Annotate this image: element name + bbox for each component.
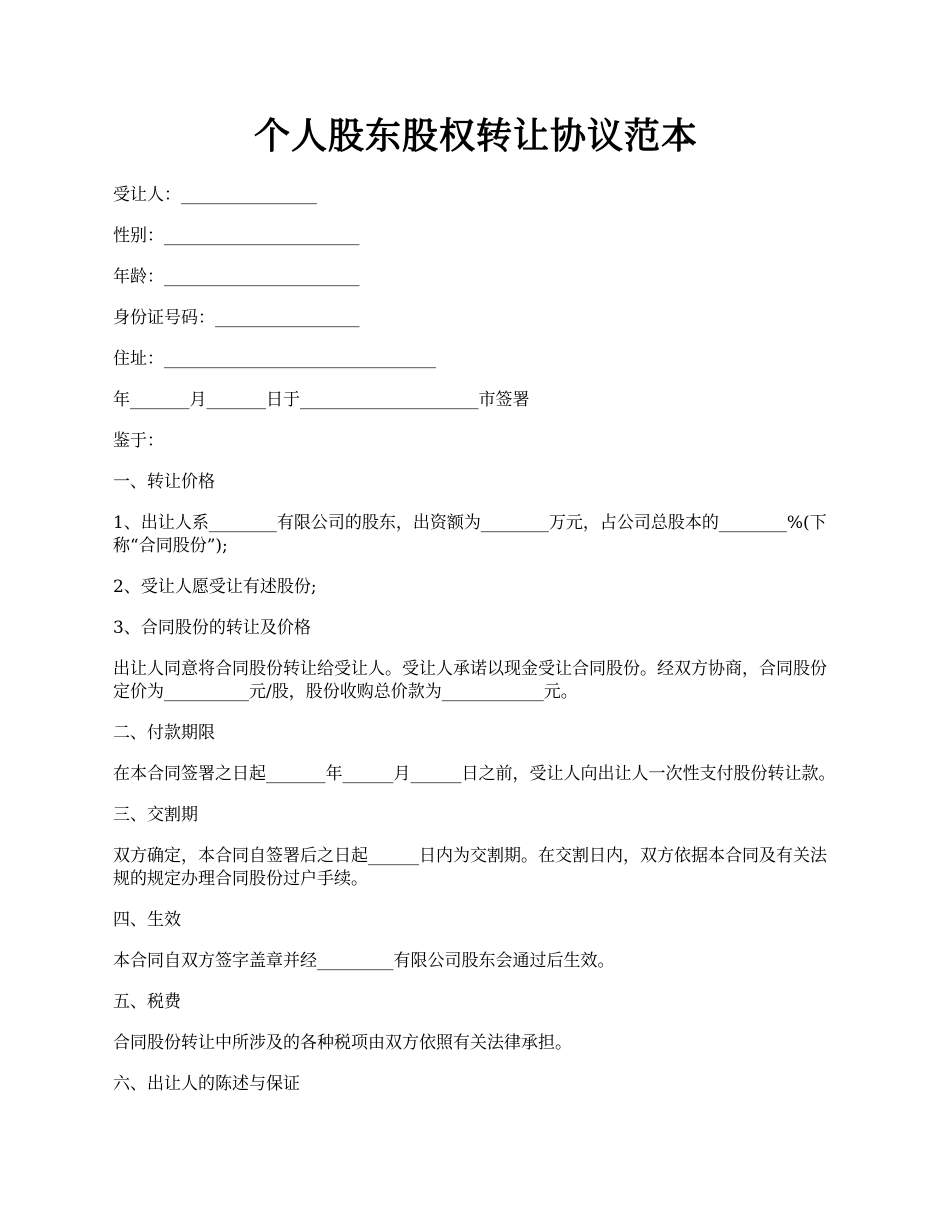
taxes-paragraph: 合同股份转让中所涉及的各种税项由双方依照有关法律承担。	[113, 1033, 572, 1053]
effect-paragraph: 本合同自双方签字盖章并经_________有限公司股东会通过后生效。	[113, 951, 615, 971]
section-heading-effect: 四、生效	[113, 910, 181, 930]
clause-2: 2、受让人愿受让有述股份;	[113, 577, 317, 597]
delivery-paragraph: 双方确定，本合同自签署后之日起______日内为交割期。在交割日内，双方依据本合同及有关法规的规定办理合同股份过户手续。	[113, 846, 827, 889]
clause-3: 3、合同股份的转让及价格	[113, 618, 311, 638]
field-address: 住址：________________________________	[113, 349, 436, 369]
field-age: 年龄：_______________________	[113, 267, 360, 287]
price-paragraph: 出让人同意将合同股份转让给受让人。受让人承诺以现金受让合同股份。经双方协商，合同股份定价为__________元/股，股份收购总价款为____________元。	[113, 659, 827, 702]
clause-1: 1、出让人系________有限公司的股东，出资额为________万元，占公司总股本的________%(下称“合同股份”);	[113, 513, 827, 556]
whereas-heading: 鉴于：	[113, 431, 164, 451]
document-title: 个人股东股权转让协议范本	[253, 115, 698, 157]
section-heading-delivery: 三、交割期	[113, 805, 198, 825]
section-heading-payment: 二、付款期限	[113, 723, 215, 743]
document-page	[113, 108, 839, 1114]
field-transferee: 受让人：________________	[113, 185, 317, 205]
field-id-number: 身份证号码：_________________	[113, 308, 360, 328]
signing-date-place: 年_______月_______日于_____________________市签署	[113, 390, 530, 410]
field-gender: 性别：_______________________	[113, 226, 360, 246]
payment-paragraph: 在本合同签署之日起_______年______月______日之前，受让人向出让人一次性支付股份转让款。	[113, 764, 836, 784]
section-heading-warranties: 六、出让人的陈述与保证	[113, 1074, 300, 1094]
section-heading-price: 一、转让价格	[113, 472, 215, 492]
section-heading-taxes: 五、税费	[113, 992, 181, 1012]
